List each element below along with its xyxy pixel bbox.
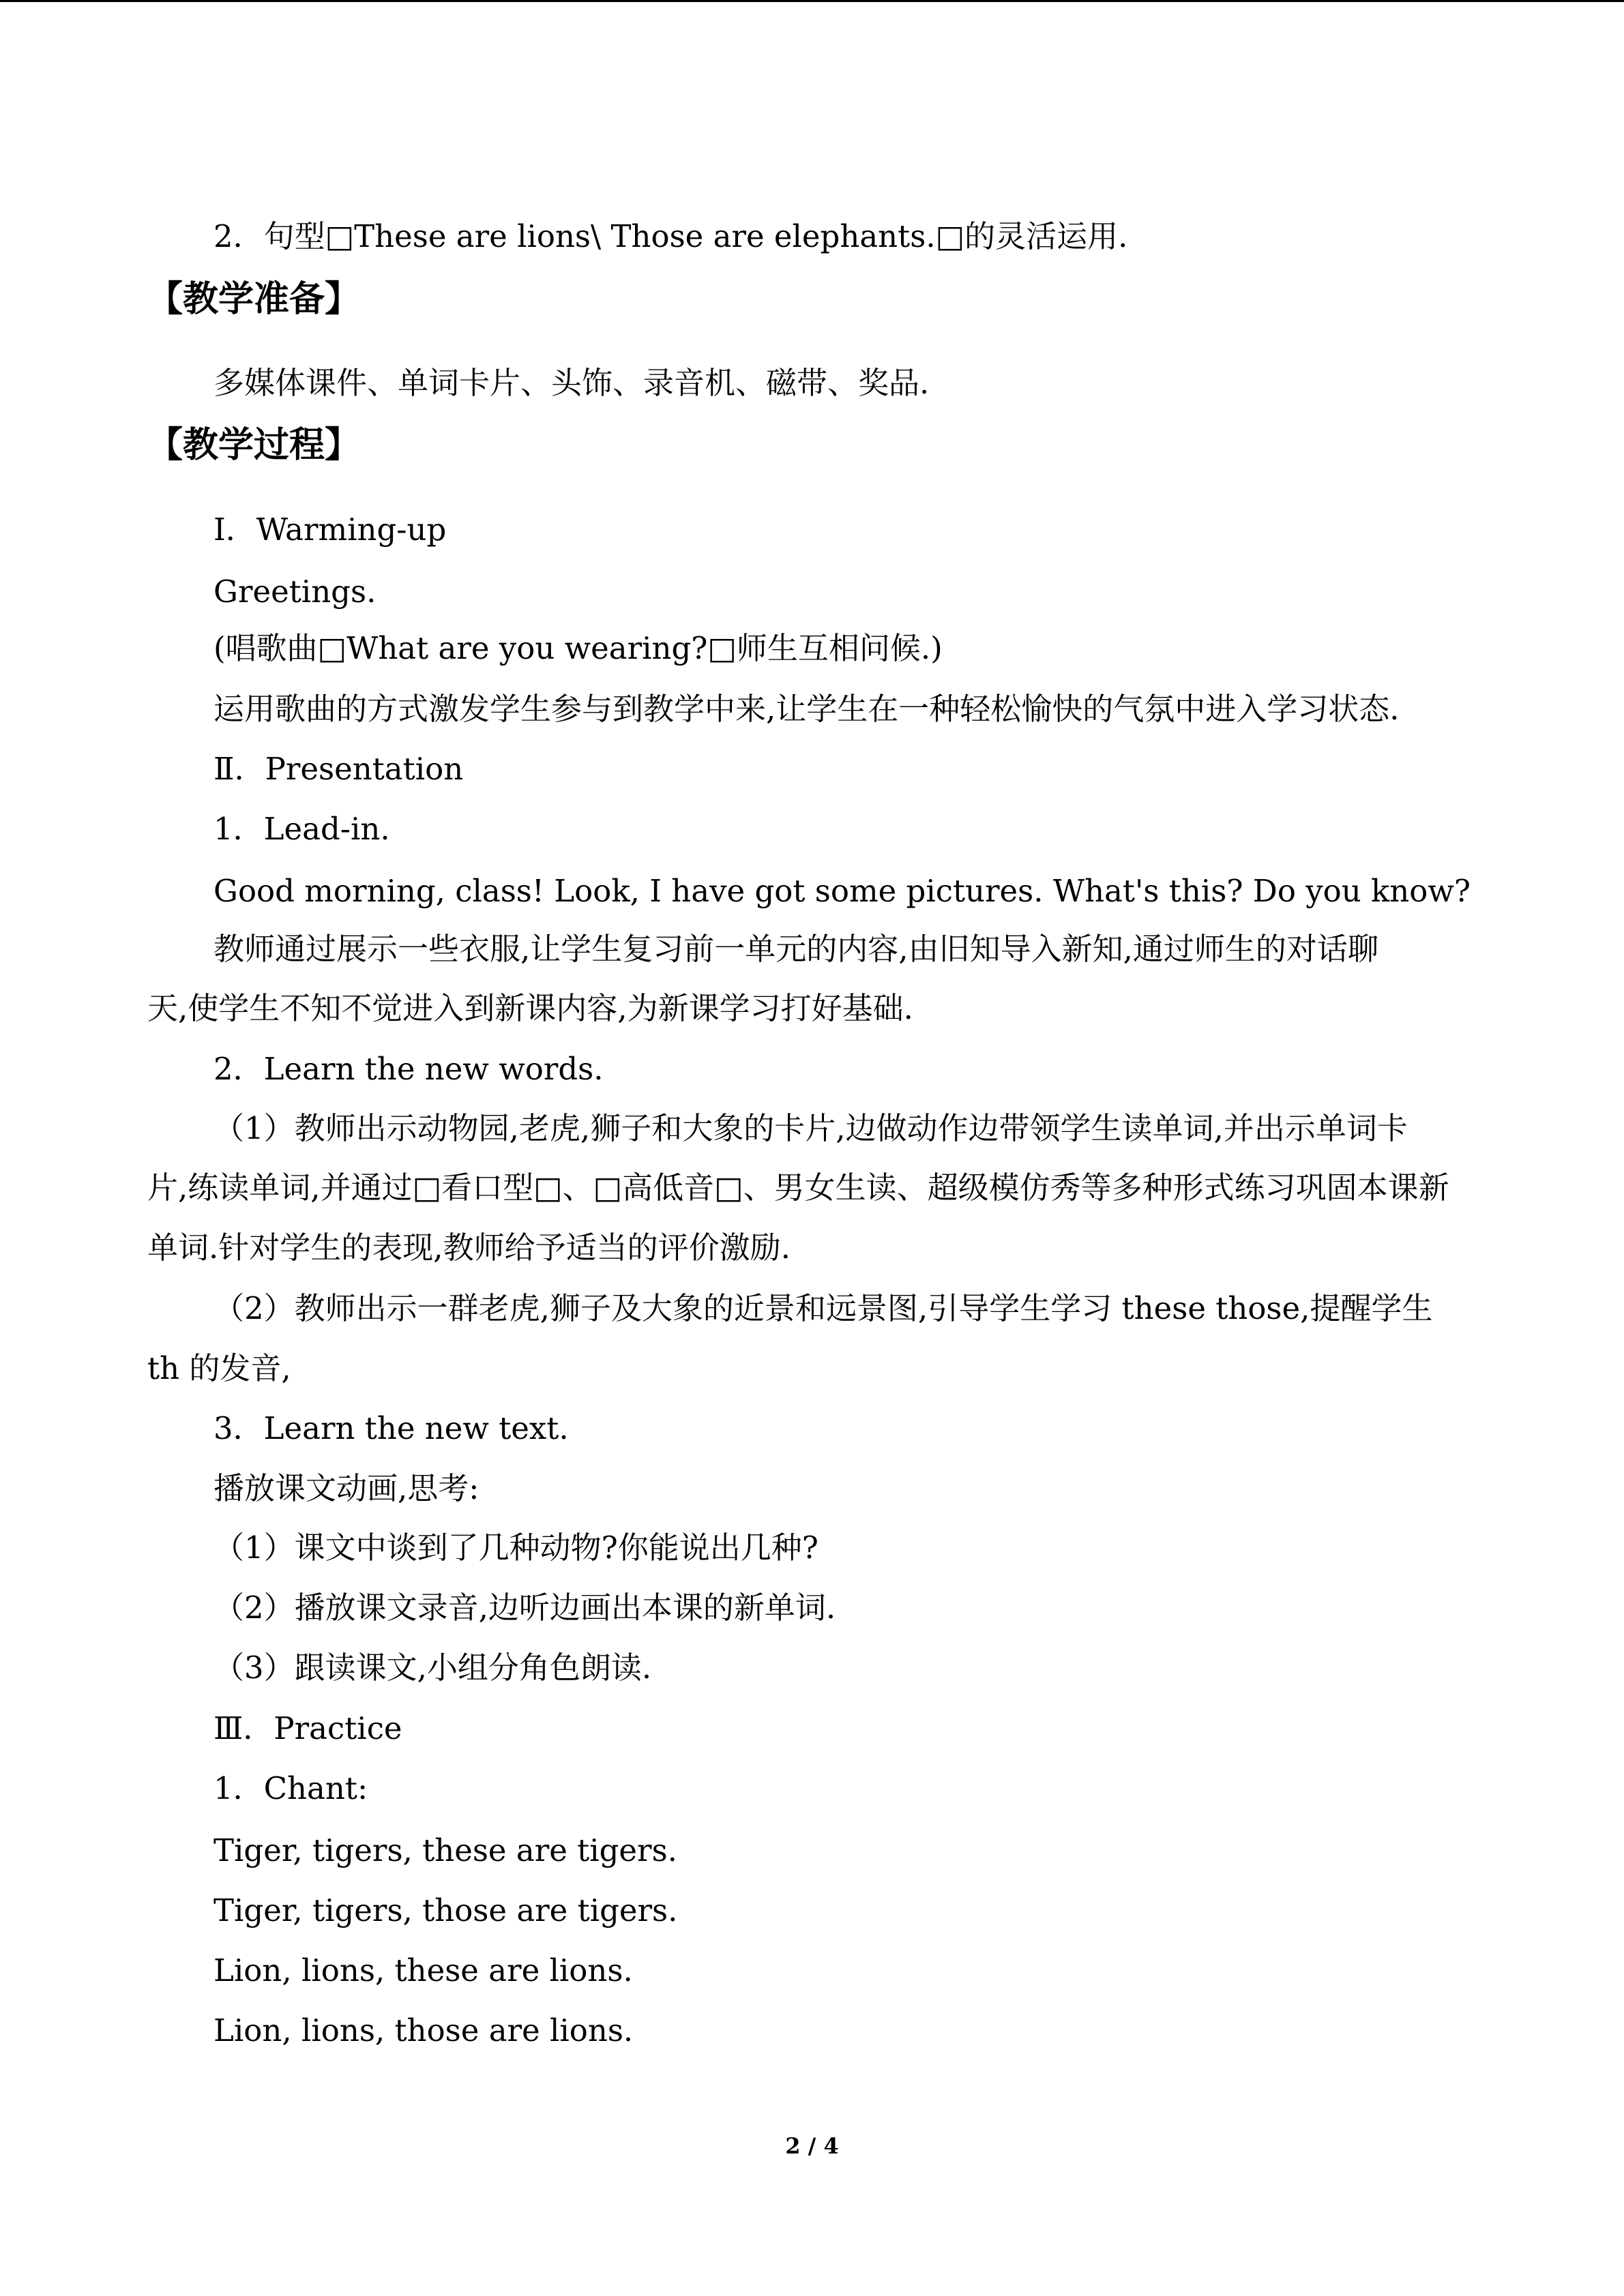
preparation-materials: 多媒体课件、单词卡片、头饰、录音机、磁带、奖品. [213,365,930,401]
sub-heading-lead-in: 1．Lead-in. [213,811,390,847]
section-heading-process: 【教学过程】 [147,425,361,466]
page-number: 2 / 4 [785,2133,839,2159]
paragraph-line: Good morning, class! Look, I have got some pictures. What's this? Do you know? [213,873,1471,909]
paragraph-line: （1）教师出示动物园,老虎,狮子和大象的卡片,边做动作边带领学生读单词,并出示单词卡 [213,1110,1408,1146]
objective-item-2: 2．句型□These are lions\ Those are elephants.□的灵活运用. [213,218,1128,254]
list-item: （3）跟读课文,小组分角色朗读. [213,1650,652,1686]
sub-heading-chant: 1．Chant: [213,1770,368,1806]
paragraph-line: th 的发音, [147,1350,291,1386]
chant-line: Tiger, tigers, these are tigers. [213,1832,677,1868]
list-item: （1）课文中谈到了几种动物?你能说出几种? [213,1530,818,1566]
step-heading-presentation: Ⅱ．Presentation [213,751,464,787]
sub-heading-new-words: 2．Learn the new words. [213,1051,604,1087]
section-heading-preparation: 【教学准备】 [147,279,361,320]
paragraph-line: （2）教师出示一群老虎,狮子及大象的近景和远景图,引导学生学习 these those,提醒学生 [213,1290,1433,1326]
paragraph-line: 播放课文动画,思考: [213,1470,479,1506]
paragraph-line: Greetings. [213,573,377,610]
page-top-border [0,0,1624,2]
paragraph-line: 运用歌曲的方式激发学生参与到教学中来,让学生在一种轻松愉快的气氛中进入学习状态. [213,691,1400,727]
paragraph-line: 单词.针对学生的表现,教师给予适当的评价激励. [147,1229,791,1266]
sub-heading-new-text: 3．Learn the new text. [213,1410,569,1446]
step-heading-warming-up: Ⅰ．Warming-up [213,511,447,548]
paragraph-line: (唱歌曲□What are you wearing?□师生互相问候.) [213,630,943,666]
paragraph-line: 片,练读单词,并通过□看口型□、□高低音□、男女生读、超级模仿秀等多种形式练习巩固本课新 [147,1169,1449,1206]
paragraph-line: 天,使学生不知不觉进入到新课内容,为新课学习打好基础. [147,990,913,1026]
step-heading-practice: Ⅲ．Practice [213,1710,402,1746]
chant-line: Tiger, tigers, those are tigers. [213,1892,678,1928]
chant-line: Lion, lions, those are lions. [213,2012,634,2048]
list-item: （2）播放课文录音,边听边画出本课的新单词. [213,1590,836,1626]
paragraph-line: 教师通过展示一些衣服,让学生复习前一单元的内容,由旧知导入新知,通过师生的对话聊 [213,931,1378,967]
chant-line: Lion, lions, these are lions. [213,1952,633,1988]
